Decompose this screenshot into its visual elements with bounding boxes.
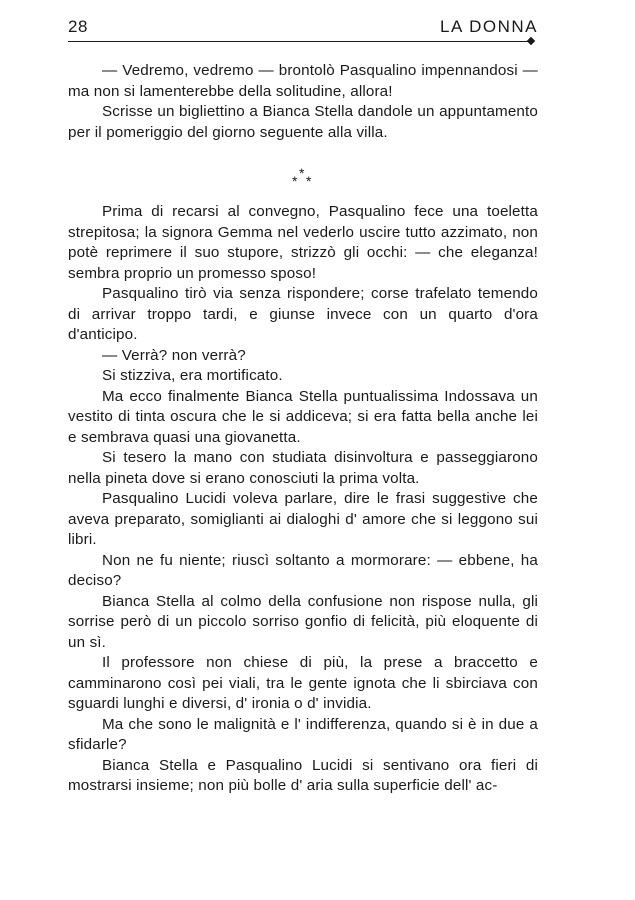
paragraph: Si stizziva, era mortificato.: [102, 367, 283, 384]
paragraph: — Vedremo, vedremo — brontolò Pasqualino impennandosi — ma non si lamenterebbe della solitudine, allora!: [68, 62, 538, 100]
paragraph: Il professore non chiese di più, la prese a braccetto e camminarono così pei viali, tra le gente ignota che li sbirciava con sguardi lunghi e diversi, d' ironia o d' invidia.: [68, 654, 538, 712]
paragraph: Non ne fu niente; riuscì soltanto a mormorare: — ebbene, ha deciso?: [68, 551, 538, 589]
paragraph: Scrisse un bigliettino a Bianca Stella dandole un appuntamento per il pomeriggio del giorno seguente alla villa.: [68, 103, 538, 141]
text-block-bottom: [68, 202, 538, 797]
paragraph: Ma ecco finalmente Bianca Stella puntualissima Indossava un vestito di tinta oscura che le si addiceva; si era fatta bella anche lei e sembrava quasi una giovanetta.: [68, 387, 538, 446]
paragraph: — Verrà? non verrà?: [102, 346, 246, 364]
running-title: LA DONNA: [440, 17, 538, 36]
rule-ornament-icon: [527, 37, 535, 45]
paragraph: Pasqualino Lucidi voleva parlare, dire le frasi suggestive che aveva preparato, somiglianti ai dialoghi d' amore che si leggono sui libri.: [68, 490, 538, 548]
paragraph: Bianca Stella al colmo della confusione non rispose nulla, gli sorrise però di un piccolo sorriso gonfio di felicità, più eloquente di un sì.: [68, 592, 538, 651]
paragraph: Bianca Stella e Pasqualino Lucidi si sentivano ora fieri di mostrarsi insieme; non più bolle d' aria sulla superficie dell' ac-: [68, 756, 538, 794]
page-number: 28: [68, 17, 88, 36]
paragraph: Prima di recarsi al convegno, Pasqualino fece una toeletta strepitosa; la signora Gemma nel vederlo uscire tutto azzimato, non potè reprimere il suo stupore, strizzò gli occhi: — che eleganza! sembra proprio un promesso sposo!: [68, 203, 538, 282]
paragraph: Ma che sono le malignità e l' indifferenza, quando si è in due a sfidarle?: [68, 715, 538, 753]
paragraph: Pasqualino tirò via senza rispondere; corse trafelato temendo di arrivar troppo tardi, e giunse invece con un quarto d'ora d'anticipo.: [68, 285, 538, 343]
page-header: [68, 17, 538, 43]
asterisk-icon: *: [299, 165, 305, 181]
text-block-top: [68, 61, 538, 143]
section-break-asterism: [290, 166, 320, 190]
asterisk-icon: *: [292, 173, 298, 189]
paragraph: Si tesero la mano con studiata disinvoltura e passeggiarono nella pineta dove si erano conosciuti la prima volta.: [68, 449, 538, 487]
header-rule: [68, 41, 528, 42]
asterisk-icon: *: [306, 173, 312, 189]
